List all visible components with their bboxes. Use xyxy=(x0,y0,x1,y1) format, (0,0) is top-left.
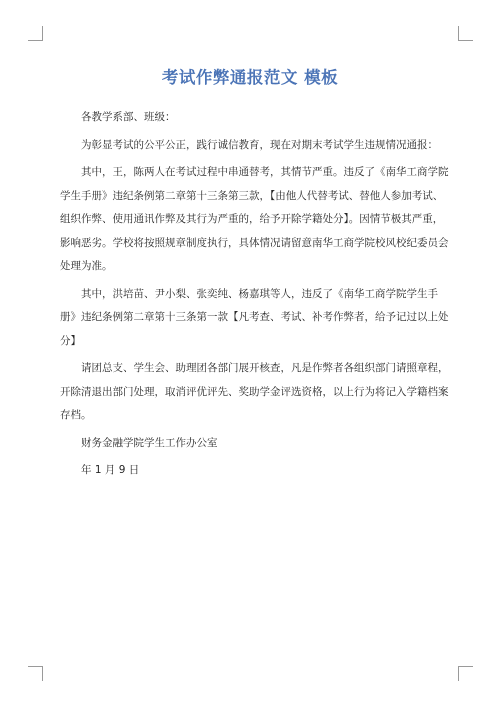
signature: 财务金融学院学生工作办公室 xyxy=(81,436,218,449)
paragraph-instructions: 请团总支、学生会、助理团各部门展开核查，凡是作弊者各组织部门请照章程，开除清退出部门处理，取消评优评先、奖助学金评选资格，以上行为将记入学籍档案存档。 xyxy=(60,362,449,421)
document-body xyxy=(60,106,452,487)
salutation: 各教学系部、班级： xyxy=(81,111,176,123)
paragraph-intro: 为彰显考试的公平公正，践行诚信教育，现在对期末考试学生违规情况通报： xyxy=(81,138,438,151)
crop-mark-bottom-left xyxy=(28,666,43,681)
date: 年 1 月 9 日 xyxy=(81,464,140,476)
crop-mark-top-left xyxy=(28,26,43,41)
crop-mark-bottom-right xyxy=(458,666,473,681)
document-title: 考试作弊通报范文 模板 xyxy=(161,68,339,87)
paragraph-case-two: 其中，洪培苗、尹小梨、张奕纯、杨嘉琪等人，违反了《南华工商学院学生手册》违纪条例第二章第十三条第一款【凡考查、考试、补考作弊者，给予记过以上处分】 xyxy=(60,287,449,347)
crop-mark-top-right xyxy=(458,26,473,41)
paragraph-case-one: 其中，王，陈两人在考试过程中串通替考，其情节严重。违反了《南华工商学院学生手册》违纪条例第二章第十三条第三款，【由他人代替考试、替他人参加考试、组织作弊、使用通讯作弊及其行为严重的，给予开除学籍处分】。因情节极其严重，影响恶劣。学校将按照规章制度执行，具体情况请留意南华工商学院校风校纪委员会处理为准。 xyxy=(60,166,449,272)
